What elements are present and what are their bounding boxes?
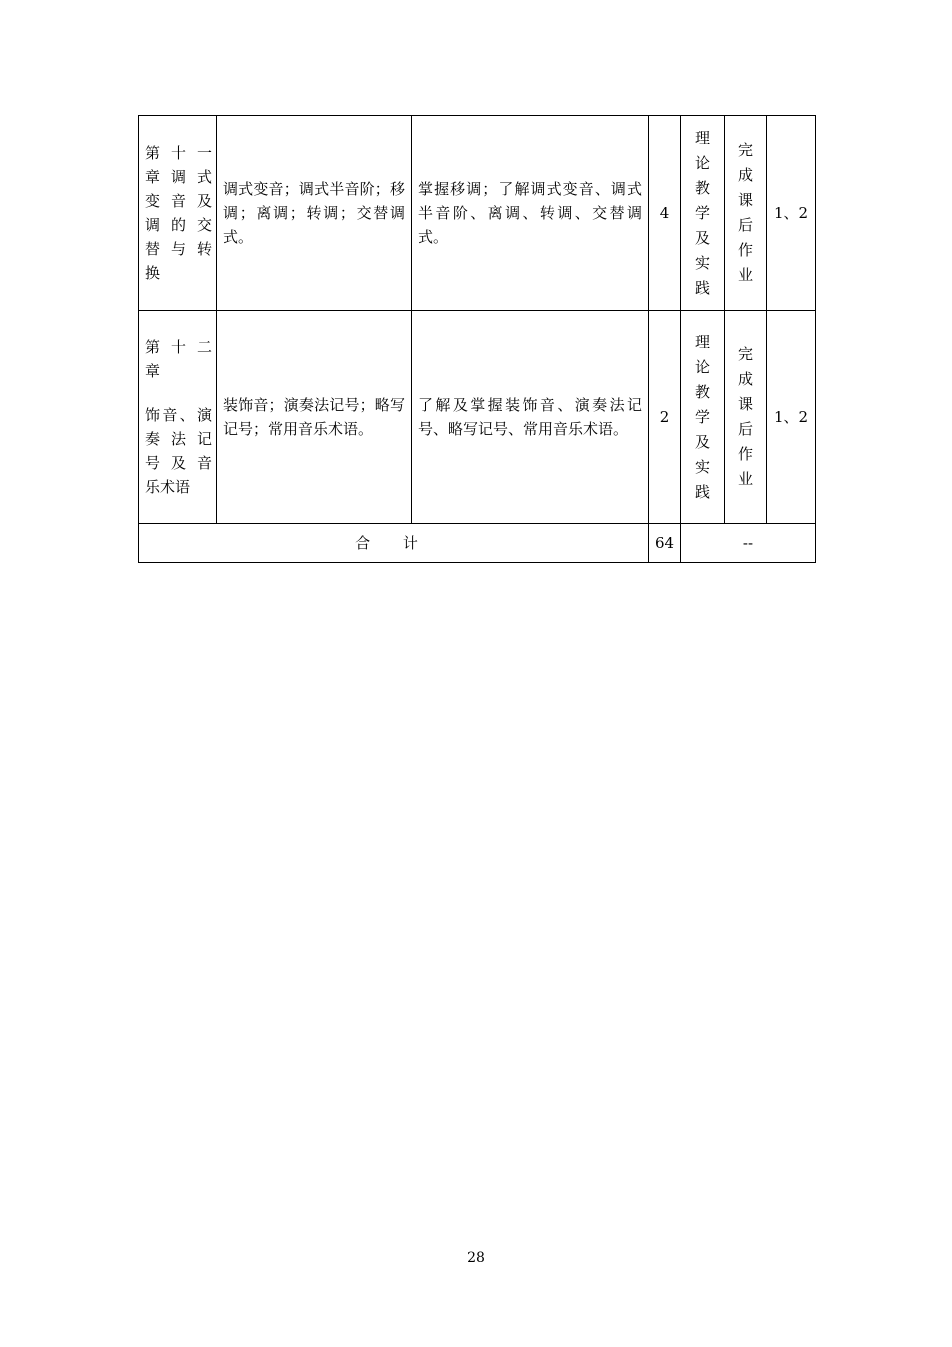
assessment-char: 后	[737, 420, 753, 438]
method-char: 践	[694, 278, 710, 297]
hours-cell: 4	[649, 116, 681, 311]
assessment-char: 后	[737, 216, 753, 234]
method-char: 教	[694, 382, 710, 401]
assessment-char: 完	[737, 345, 753, 363]
chapter-line: 号 及 音	[145, 454, 212, 472]
assessment-char: 成	[737, 166, 753, 184]
chapter-line: 章	[145, 362, 161, 380]
assessment-char: 课	[737, 395, 753, 413]
chapter-cell	[139, 311, 217, 524]
method-char: 学	[694, 203, 710, 222]
chapter-line-spacer	[145, 383, 212, 403]
chapter-line: 奏 法 记	[145, 430, 212, 448]
chapter-line: 替 与 转	[145, 240, 212, 258]
content-cell: 调式变音；调式半音阶；移调；离调；转调；交替调式。	[217, 116, 412, 311]
assessment-char: 课	[737, 191, 753, 209]
method-char: 理	[694, 128, 710, 147]
total-label-cell: 合 计	[139, 524, 649, 563]
hours-cell: 2	[649, 311, 681, 524]
assessment-char: 业	[737, 470, 753, 488]
assessment-char: 成	[737, 370, 753, 388]
content-cell: 装饰音；演奏法记号；略写记号；常用音乐术语。	[217, 311, 412, 524]
assessment-char: 完	[737, 141, 753, 159]
table-row-total	[139, 524, 816, 563]
table-row-chapter-11	[139, 116, 816, 311]
method-char: 实	[694, 253, 710, 272]
requirement-cell: 了解及掌握装饰音、演奏法记号、略写记号、常用音乐术语。	[412, 311, 649, 524]
chapter-line: 饰音、演	[145, 406, 212, 424]
chapter-line: 第 十 一	[145, 144, 212, 162]
chapter-line: 章 调 式	[145, 168, 212, 186]
method-char: 实	[694, 457, 710, 476]
page-number: 28	[467, 1250, 485, 1266]
chapter-line: 变 音 及	[145, 192, 212, 210]
chapter-line: 换	[145, 264, 161, 282]
method-char: 论	[694, 357, 710, 376]
assessment-cell	[725, 311, 767, 524]
course-schedule-table	[138, 115, 816, 563]
reference-cell: 1、2	[767, 311, 816, 524]
assessment-char: 作	[737, 241, 753, 259]
method-char: 理	[694, 332, 710, 351]
assessment-cell	[725, 116, 767, 311]
table-row-chapter-12	[139, 311, 816, 524]
method-char: 及	[694, 432, 710, 451]
assessment-char: 作	[737, 445, 753, 463]
method-cell	[681, 116, 725, 311]
method-char: 践	[694, 482, 710, 501]
chapter-line: 乐术语	[145, 478, 191, 496]
method-char: 论	[694, 153, 710, 172]
requirement-cell: 掌握移调；了解调式变音、调式半音阶、离调、转调、交替调式。	[412, 116, 649, 311]
total-hours-cell: 64	[649, 524, 681, 563]
chapter-line: 第 十 二	[145, 338, 212, 356]
method-char: 及	[694, 228, 710, 247]
method-char: 教	[694, 178, 710, 197]
method-char: 学	[694, 407, 710, 426]
assessment-char: 业	[737, 266, 753, 284]
total-rest-cell: --	[681, 524, 816, 563]
chapter-cell	[139, 116, 217, 311]
method-cell	[681, 311, 725, 524]
reference-cell: 1、2	[767, 116, 816, 311]
chapter-line: 调 的 交	[145, 216, 212, 234]
